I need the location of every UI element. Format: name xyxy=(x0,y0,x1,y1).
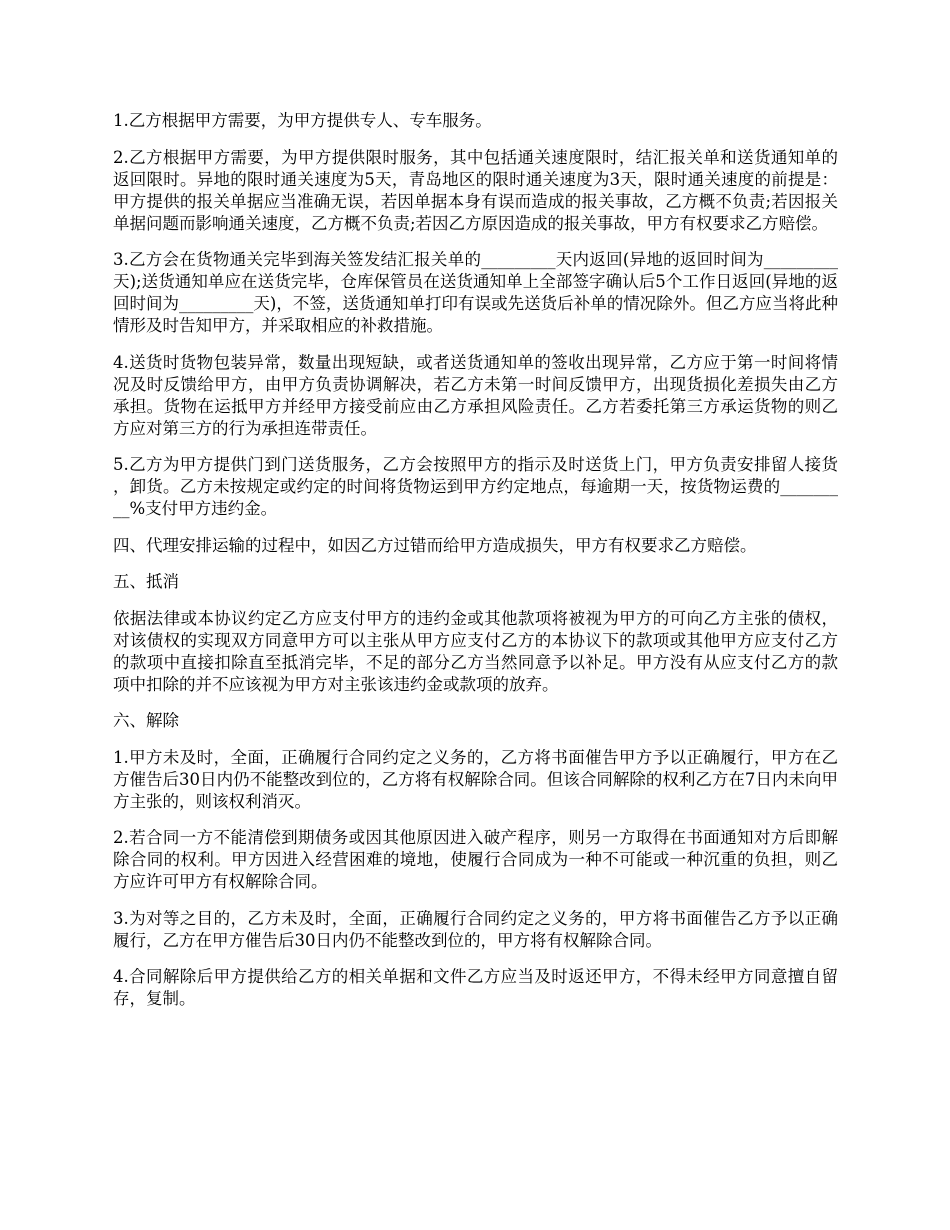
section-5-heading: 五、抵消 xyxy=(113,572,179,591)
section-4-text: 四、代理安排运输的过程中，如因乙方过错而给甲方造成损失，甲方有权要求乙方赔偿。 xyxy=(113,535,757,555)
section-5-text: 依据法律或本协议约定乙方应支付甲方的违约金或其他款项将被视为甲方的可向乙方主张的债权，对该债权的实现双方同意甲方可以主张从甲方应支付乙方的本协议下的款项或其他甲方应支付乙方的款项中直接扣除直至抵消完毕，不足的部分乙方当然同意予以补足。甲方没有从应支付乙方的款项中扣除的并不应该视为甲方对主张该违约金或款项的放弃。 xyxy=(113,608,838,694)
clause-6-1: 1.甲方未及时，全面，正确履行合同约定之义务的，乙方将书面催告甲方予以正确履行，甲方在乙方催告后30日内仍不能整改到位的，乙方将有权解除合同。但该合同解除的权利乙方在7日内未向甲方主张的，则该权利消灭。 xyxy=(113,747,838,811)
clause-6-2: 2.若合同一方不能清偿到期债务或因其他原因进入破产程序，则另一方取得在书面通知对方后即解除合同的权利。甲方因进入经营困难的境地，使履行合同成为一种不可能或一种沉重的负担，则乙方应许可甲方有权解除合同。 xyxy=(113,828,838,891)
clause-2-3: 3.乙方会在货物通关完毕到海关签发结汇报关单的_________天内返回(异地的返回时间为_________天);送货通知单应在送货完毕，仓库保管员在送货通知单上全部签字确认后5个工作日返回(异地的返回时间为_________天)，不签，送货通知单打印有误或先送货后补单的情况除外。但乙方应当将此种情形及时告知甲方，并采取相应的补救措施。 xyxy=(113,250,838,335)
document-page xyxy=(113,110,838,1025)
clause-6-4: 4.合同解除后甲方提供给乙方的相关单据和文件乙方应当及时返还甲方，不得未经甲方同意擅自留存，复制。 xyxy=(113,967,838,1008)
section-6-heading: 六、解除 xyxy=(113,711,179,730)
clause-2-2: 2.乙方根据甲方需要，为甲方提供限时服务，其中包括通关速度限时，结汇报关单和送货通知单的返回限时。异地的限时通关速度为5天，青岛地区的限时通关速度为3天，限时通关速度的前提是：甲方提供的报关单据应当准确无误，若因单据本身有误而造成的报关事故，乙方概不负责;若因报关单据问题而影响通关速度，乙方概不负责;若因乙方原因造成的报关事故，甲方有权要求乙方赔偿。 xyxy=(113,147,838,233)
clause-2-4: 4.送货时货物包装异常，数量出现短缺，或者送货通知单的签收出现异常，乙方应于第一时间将情况及时反馈给甲方，由甲方负责协调解决，若乙方未第一时间反馈甲方，出现货损化差损失由乙方承担。货物在运抵甲方并经甲方接受前应由乙方承担风险责任。乙方若委托第三方承运货物的则乙方应对第三方的行为承担连带责任。 xyxy=(113,352,838,438)
clause-2-5: 5.乙方为甲方提供门到门送货服务，乙方会按照甲方的指示及时送货上门，甲方负责安排留人接货，卸货。乙方未按规定或约定的时间将货物运到甲方约定地点，每逾期一天，按货物运费的_________%支付甲方违约金。 xyxy=(113,455,838,518)
clause-2-1: 1.乙方根据甲方需要，为甲方提供专人、专车服务。 xyxy=(113,111,492,130)
clause-6-3: 3.为对等之目的，乙方未及时，全面，正确履行合同约定之义务的，甲方将书面催告乙方予以正确履行，乙方在甲方催告后30日内仍不能整改到位的，甲方将有权解除合同。 xyxy=(113,908,838,950)
